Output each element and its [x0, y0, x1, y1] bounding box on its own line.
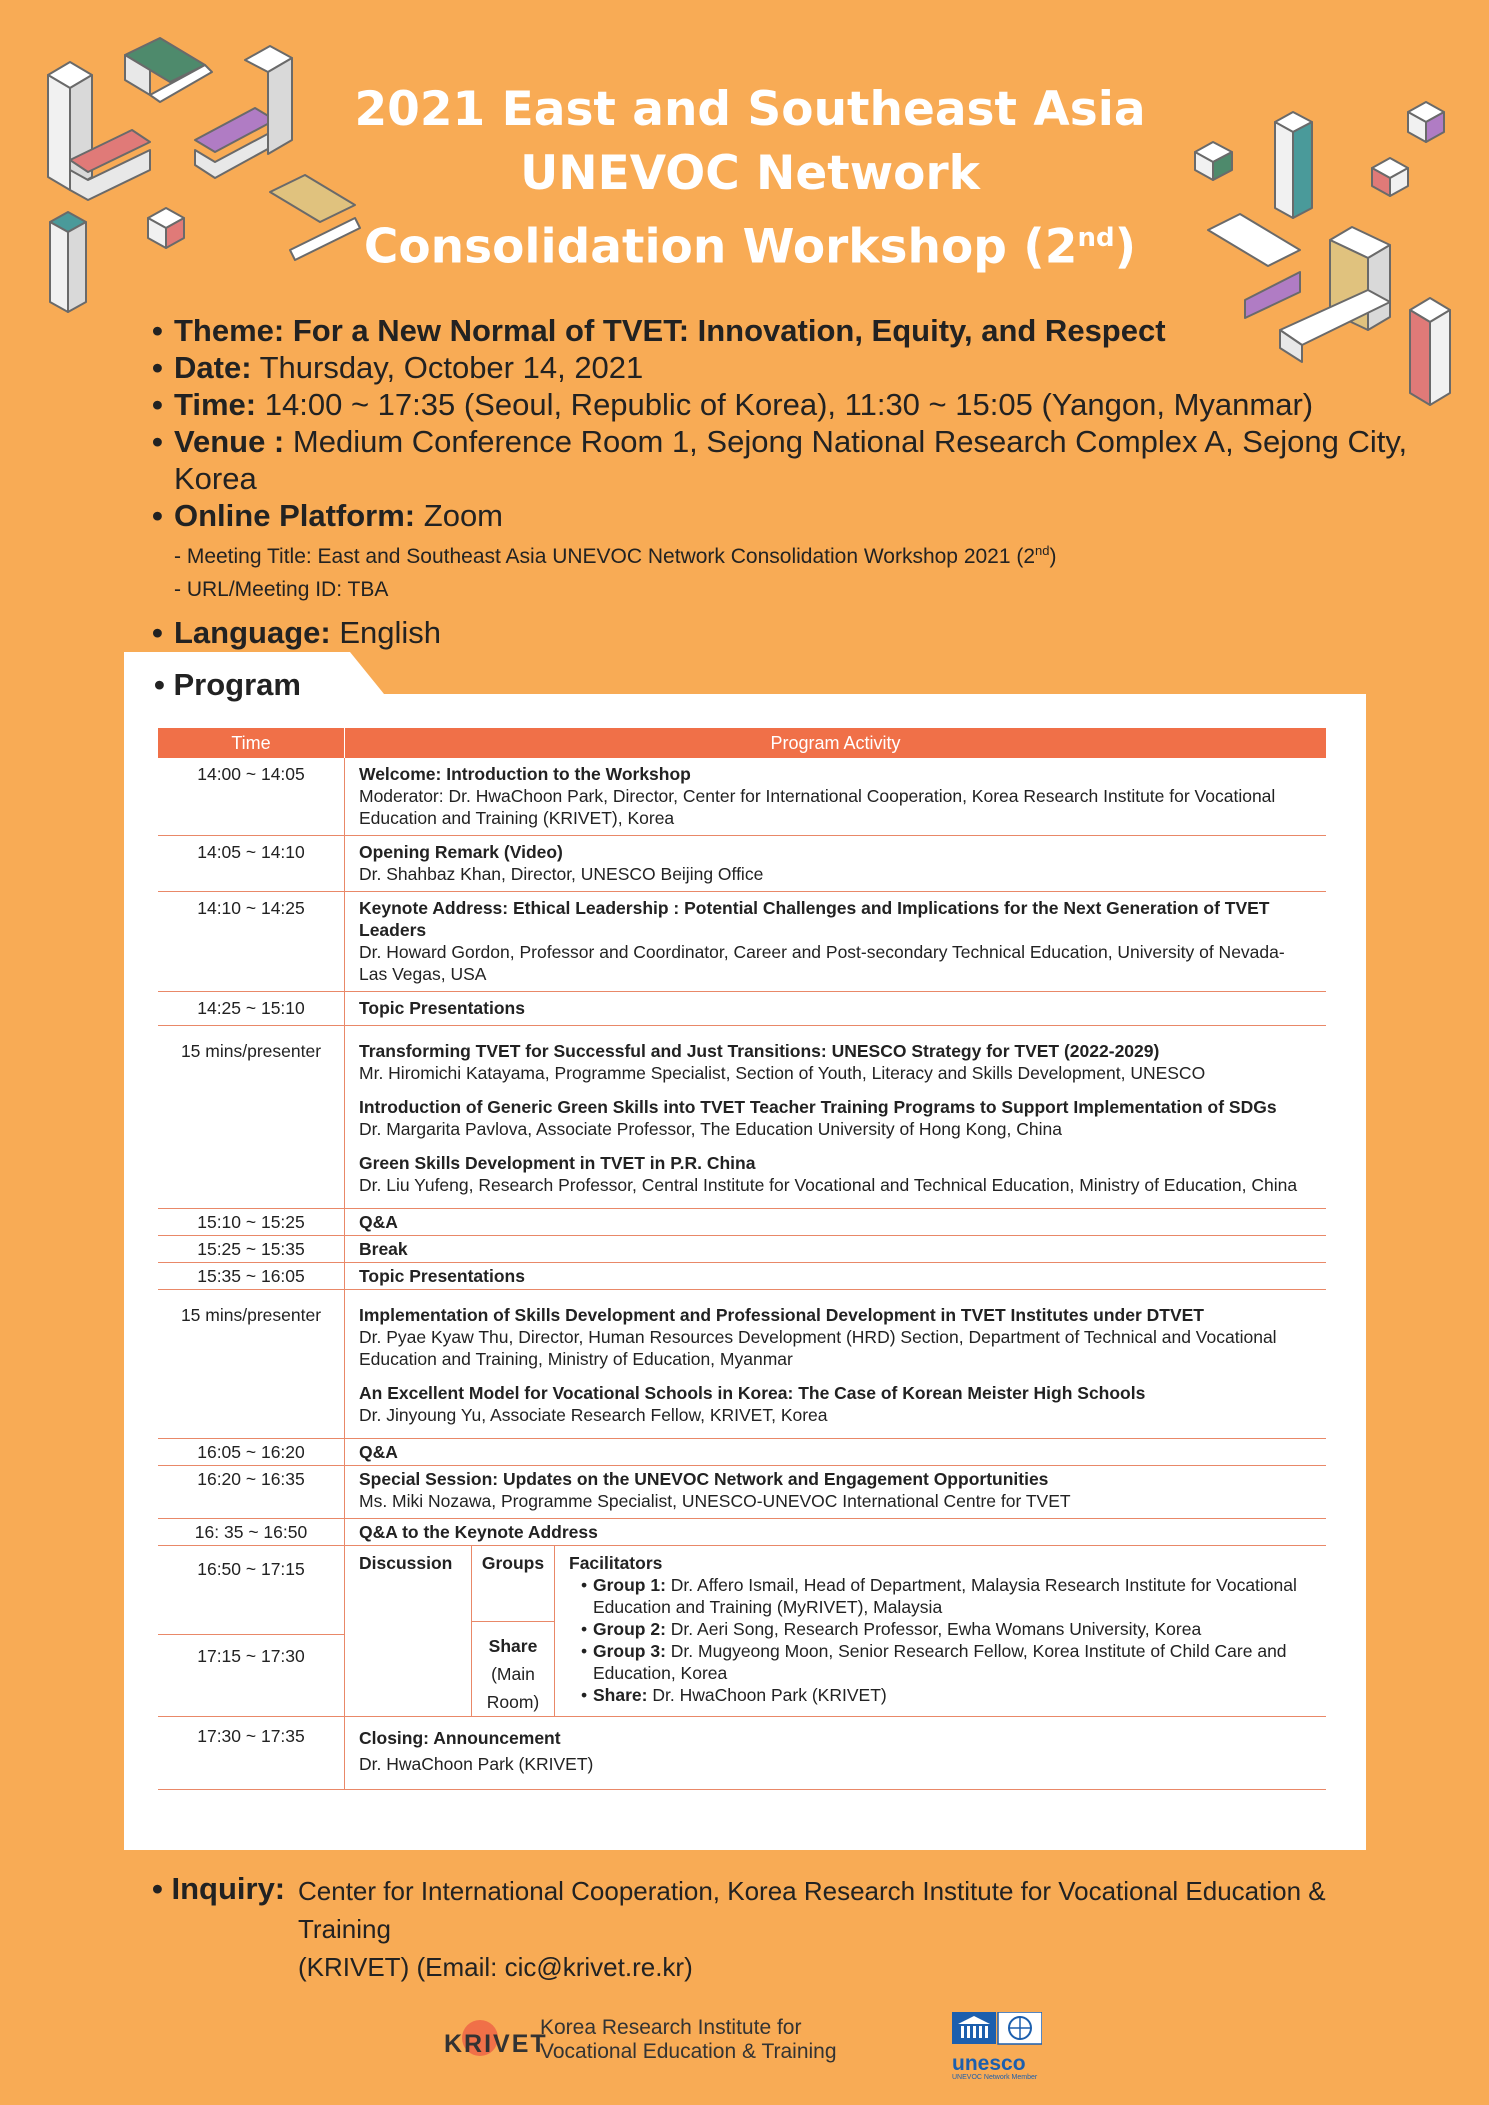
- row-activity: Opening Remark (Video) Dr. Shahbaz Khan, Director, UNESCO Beijing Office: [345, 836, 1327, 892]
- date-line: • Date: Thursday, October 14, 2021: [152, 349, 1412, 386]
- groups-label: Groups: [472, 1546, 554, 1622]
- language-line: • Language: English: [152, 614, 1412, 651]
- meeting-title-line: - Meeting Title: East and Southeast Asia UNEVOC Network Consolidation Workshop 2021 (2nd): [174, 543, 1057, 568]
- row-activity: Q&A: [345, 1439, 1327, 1466]
- row-time: 15:35 ~ 16:05: [158, 1263, 345, 1290]
- table-row: [158, 836, 1326, 892]
- program-heading: • Program: [154, 667, 301, 703]
- discussion-sessions: [472, 1546, 555, 1716]
- table-row: [158, 892, 1326, 992]
- workshop-title: [330, 78, 1170, 280]
- row-activity: Q&A: [345, 1209, 1327, 1236]
- title-line-2: UNEVOC Network: [520, 146, 980, 201]
- list-item: • Share: Dr. HwaChoon Park (KRIVET): [581, 1684, 1312, 1706]
- table-row-discussion: [158, 1546, 1326, 1717]
- inquiry-text: Center for International Cooperation, Korea Research Institute for Vocational Education & Training (KRIVET) (Email: cic@krivet.re.kr): [298, 1876, 1326, 1982]
- table-row: [158, 1717, 1326, 1790]
- title-line-1: 2021 East and Southeast Asia: [354, 82, 1146, 137]
- share-cell: Share (Main Room): [486, 1636, 540, 1712]
- col-time-header: Time: [158, 728, 345, 758]
- row-time: 14:05 ~ 14:10: [158, 836, 345, 892]
- program-card: [124, 652, 1366, 1850]
- row-activity: Closing: Announcement Dr. HwaChoon Park (KRIVET): [345, 1717, 1327, 1790]
- table-row: [158, 1439, 1326, 1466]
- program-table: [158, 728, 1326, 1790]
- row-time: [158, 1546, 345, 1717]
- krivet-name: Korea Research Institute for Vocational Education & Training: [540, 2016, 837, 2063]
- discussion-grid: [345, 1546, 1326, 1716]
- row-activity: Topic Presentations: [345, 1263, 1327, 1290]
- unesco-wordmark: unesco: [952, 2052, 1026, 2075]
- footer-logos: [440, 2012, 1060, 2081]
- row-time: 16:20 ~ 16:35: [158, 1466, 345, 1519]
- list-item: • Group 3: Dr. Mugyeong Moon, Senior Research Fellow, Korea Institute of Child Care and Education, Korea: [581, 1640, 1312, 1684]
- col-activity-header: Program Activity: [345, 728, 1327, 758]
- meeting-url-line: - URL/Meeting ID: TBA: [174, 578, 389, 601]
- venue-line: • Venue : Medium Conference Room 1, Sejong National Research Complex A, Sejong City, Korea: [152, 423, 1412, 497]
- time-line: • Time: 14:00 ~ 17:35 (Seoul, Republic of Korea), 11:30 ~ 15:05 (Yangon, Myanmar): [152, 386, 1412, 423]
- table-header-row: [158, 728, 1326, 758]
- row-activity: Topic Presentations: [345, 992, 1327, 1026]
- row-activity: Implementation of Skills Development and Professional Development in TVET Institutes under DTVET Dr. Pyae Kyaw Thu, Director, Human Resources Development (HRD) Section, Department of Technical and Vocational Education and Training, Ministry of Education, Myanmar An Excellent Model for Vocational Schools in Korea: The Case of Korean Meister High Schools Dr. Jinyoung Yu, Associate Research Fellow, KRIVET, Korea: [345, 1290, 1327, 1439]
- table-row: [158, 1466, 1326, 1519]
- inquiry: [152, 1872, 1412, 1986]
- row-time: 16:05 ~ 16:20: [158, 1439, 345, 1466]
- row-time: 14:00 ~ 14:05: [158, 758, 345, 836]
- table-row: [158, 992, 1326, 1026]
- event-info: [152, 312, 1412, 651]
- facilitators: Facilitators • Group 1: Dr. Affero Ismail, Head of Department, Malaysia Research Institute for Vocational Education and Training (MyRIVET), Malaysia • Group 2: Dr. Aeri Song, Research Professor, Ewha Womans University, Korea • Group 3: Dr. Mugyeong Moon, Senior Research Fellow, Korea Institute of Child Care and Education, Korea • Share: Dr. HwaChoon Park (KRIVET): [555, 1546, 1326, 1716]
- row-activity: Keynote Address: Ethical Leadership : Potential Challenges and Implications for the Next Generation of TVET Leaders Dr. Howard Gordon, Professor and Coordinator, Career and Post-secondary Technical Education, University of Nevada-Las Vegas, USA: [345, 892, 1327, 992]
- table-row: [158, 1209, 1326, 1236]
- table-row: [158, 758, 1326, 836]
- table-row: [158, 1263, 1326, 1290]
- list-item: • Group 1: Dr. Affero Ismail, Head of Department, Malaysia Research Institute for Vocational Education and Training (MyRIVET), Malaysia: [581, 1574, 1312, 1618]
- row-activity: Special Session: Updates on the UNEVOC Network and Engagement Opportunities Ms. Miki Nozawa, Programme Specialist, UNESCO-UNEVOC International Centre for TVET: [345, 1466, 1327, 1519]
- discussion-label: Discussion: [345, 1546, 472, 1716]
- theme-line: • Theme: For a New Normal of TVET: Innovation, Equity, and Respect: [152, 312, 1412, 349]
- inquiry-label: • Inquiry:: [152, 1870, 285, 1908]
- title-line-3: Consolidation Workshop (2nd): [363, 219, 1137, 275]
- row-time: 14:10 ~ 14:25: [158, 892, 345, 992]
- table-row: [158, 1290, 1326, 1439]
- row-activity: Q&A to the Keynote Address: [345, 1519, 1327, 1546]
- row-time: 15 mins/presenter: [158, 1290, 345, 1439]
- row-time: 16: 35 ~ 16:50: [158, 1519, 345, 1546]
- discussion-time-a: 16:50 ~ 17:15: [158, 1546, 344, 1635]
- row-activity: Transforming TVET for Successful and Just Transitions: UNESCO Strategy for TVET (2022-2029) Mr. Hiromichi Katayama, Programme Specialist, Section of Youth, Literacy and Skills Development, UNESCO Introduction of Generic Green Skills into TVET Teacher Training Programs to Support Implementation of SDGs Dr. Margarita Pavlova, Associate Professor, The Education University of Hong Kong, China Green Skills Development in TVET in P.R. China Dr. Liu Yufeng, Research Professor, Central Institute for Vocational and Technical Education, Ministry of Education, China: [345, 1026, 1327, 1209]
- row-time: 15:25 ~ 15:35: [158, 1236, 345, 1263]
- row-time: 17:30 ~ 17:35: [158, 1717, 345, 1790]
- krivet-logo: KRIVET: [444, 2030, 548, 2058]
- discussion-time-b: 17:15 ~ 17:30: [197, 1646, 305, 1666]
- table-row: [158, 1236, 1326, 1263]
- row-time: 15 mins/presenter: [158, 1026, 345, 1209]
- row-time: 15:10 ~ 15:25: [158, 1209, 345, 1236]
- platform-line: • Online Platform: Zoom: [152, 497, 1412, 534]
- table-row: [158, 1519, 1326, 1546]
- unesco-logo-icon: [952, 2012, 1042, 2050]
- row-activity: Welcome: Introduction to the Workshop Moderator: Dr. HwaChoon Park, Director, Center for International Cooperation, Korea Research Institute for Vocational Education and Training (KRIVET), Korea: [345, 758, 1327, 836]
- row-activity: [345, 1546, 1327, 1717]
- list-item: • Group 2: Dr. Aeri Song, Research Professor, Ewha Womans University, Korea: [581, 1618, 1312, 1640]
- row-activity: Break: [345, 1236, 1327, 1263]
- table-row: [158, 1026, 1326, 1209]
- row-time: 14:25 ~ 15:10: [158, 992, 345, 1026]
- unesco-network-member: UNEVOC Network Member: [952, 2074, 1038, 2081]
